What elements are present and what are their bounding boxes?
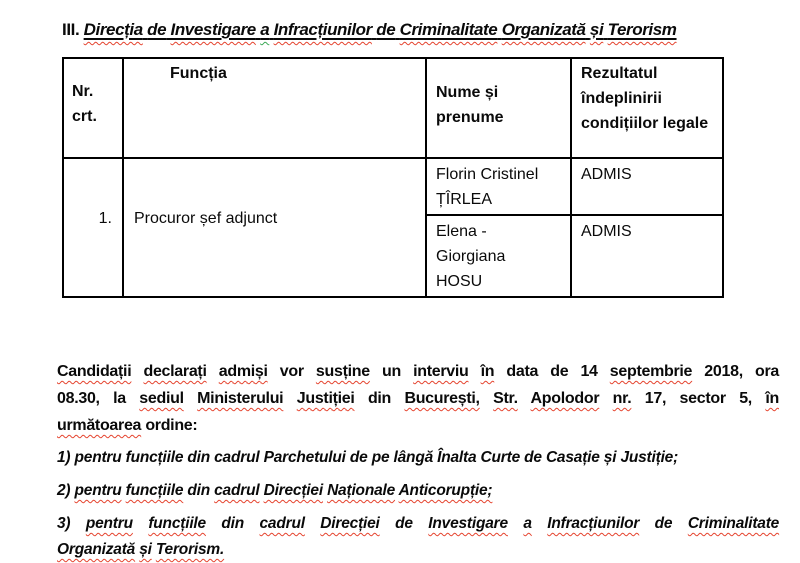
text-word: admiși <box>218 363 268 380</box>
text-line <box>57 445 779 471</box>
text-word: Justiție; <box>620 449 679 466</box>
header-cell-rezultat: Rezultatul îndeplinirii condițiilor legale <box>571 58 723 158</box>
text-word: un <box>381 363 401 380</box>
text-word: 3) <box>57 515 71 532</box>
text-word: a <box>260 20 270 39</box>
table-header-row <box>63 58 723 158</box>
text-word: septembrie <box>609 363 693 380</box>
text-word: Direcției <box>320 515 380 532</box>
text-word: Înalta <box>437 449 477 466</box>
text-word: declarați <box>143 363 207 380</box>
text-word: de <box>395 515 413 532</box>
cell-nr: 1. <box>63 158 123 297</box>
text-word: Str. <box>493 390 518 407</box>
text-word: București, <box>404 390 480 407</box>
text-word: din <box>187 449 211 466</box>
text-word: interviu <box>413 363 469 380</box>
text-line <box>57 358 779 385</box>
text-word: Ministerului <box>197 390 284 407</box>
text-word: Direcția <box>83 20 143 39</box>
header-cell-functia: Funcția <box>123 58 426 158</box>
text-word: Justiției <box>296 390 355 407</box>
text-word: de <box>550 363 569 380</box>
text-word: Naționale <box>327 482 396 499</box>
text-word: pentru <box>85 515 133 532</box>
text-word: Direcției <box>263 482 323 499</box>
text-word: în <box>765 390 779 407</box>
text-word: Terorism <box>607 20 677 39</box>
text-word: de <box>524 449 542 466</box>
text-word: pentru <box>74 449 122 466</box>
text-word: Candidații <box>57 363 132 380</box>
text-word: Criminalitate <box>687 515 780 532</box>
text-line <box>57 537 779 563</box>
text-word: funcțiile <box>125 482 184 499</box>
text-word: lângă <box>393 449 434 466</box>
text-word: cadrul <box>214 449 260 466</box>
text-word: funcțiile <box>148 515 206 532</box>
title-text <box>84 20 677 39</box>
text-word: funcțiile <box>125 449 184 466</box>
text-word: 17, <box>644 390 667 407</box>
text-word: Organizată <box>501 20 586 39</box>
text-word: Parchetului <box>263 449 346 466</box>
text-line <box>57 511 779 537</box>
cell-candidate-name: Elena - Giorgiana HOSU <box>426 215 571 297</box>
text-word: Apolodor <box>530 390 600 407</box>
page-title <box>62 19 780 41</box>
text-word: data <box>506 363 539 380</box>
text-word: de <box>376 20 396 39</box>
text-word: sediul <box>139 390 184 407</box>
list-item-1 <box>57 445 779 471</box>
interview-order-list <box>57 445 779 563</box>
text-line <box>57 385 779 412</box>
text-word: Anticorupție; <box>398 482 493 499</box>
text-word: din <box>367 390 392 407</box>
text-word: la <box>113 390 126 407</box>
text-word: Infracțiunilor <box>547 515 640 532</box>
text-word: Infracțiunilor <box>273 20 372 39</box>
header-cell-nume: Nume și prenume <box>426 58 571 158</box>
text-word: 08.30, <box>57 390 100 407</box>
text-word: Investigare <box>428 515 508 532</box>
cell-functia: Procuror șef adjunct <box>123 158 426 297</box>
text-word: sector <box>679 390 726 407</box>
text-word: ora <box>754 363 779 380</box>
text-word: cadrul <box>259 515 305 532</box>
text-word: următoarea <box>57 417 142 434</box>
list-item-3 <box>57 511 779 563</box>
text-word: Criminalitate <box>399 20 498 39</box>
text-word: ordine: <box>145 417 198 434</box>
text-word: în <box>480 363 495 380</box>
table-row <box>63 158 723 215</box>
text-word: și <box>139 541 152 558</box>
text-word: Curte <box>480 449 521 466</box>
title-numeral: III. <box>62 20 80 39</box>
text-word: de <box>654 515 673 532</box>
cell-result: ADMIS <box>571 215 723 297</box>
text-word: a <box>523 515 532 532</box>
text-word: 2) <box>57 482 71 499</box>
text-word: din <box>221 515 245 532</box>
interview-paragraph <box>57 358 779 439</box>
text-word: Investigare <box>170 20 256 39</box>
text-word: de <box>349 449 368 466</box>
cell-candidate-name: Florin Cristinel ȚÎRLEA <box>426 158 571 215</box>
text-word: 5, <box>739 390 752 407</box>
text-word: Organizată <box>57 541 136 558</box>
text-word: 14 <box>580 363 598 380</box>
results-table <box>62 57 724 298</box>
text-word: cadrul <box>214 482 260 499</box>
list-item-2 <box>57 478 779 504</box>
text-line <box>57 478 779 504</box>
text-word: din <box>187 482 211 499</box>
text-word: Terorism. <box>155 541 225 558</box>
text-word: și <box>589 20 604 39</box>
text-word: vor <box>279 363 304 380</box>
text-word: Casație <box>545 449 600 466</box>
text-word: 2018, <box>704 363 743 380</box>
text-word: susține <box>315 363 370 380</box>
text-word: nr. <box>612 390 632 407</box>
cell-result: ADMIS <box>571 158 723 215</box>
text-word: de <box>147 20 167 39</box>
text-line <box>57 412 779 439</box>
text-word: pentru <box>74 482 122 499</box>
text-word: pe <box>371 449 390 466</box>
text-word: și <box>603 449 617 466</box>
header-cell-nr: Nr. crt. <box>63 58 123 158</box>
text-word: 1) <box>57 449 71 466</box>
